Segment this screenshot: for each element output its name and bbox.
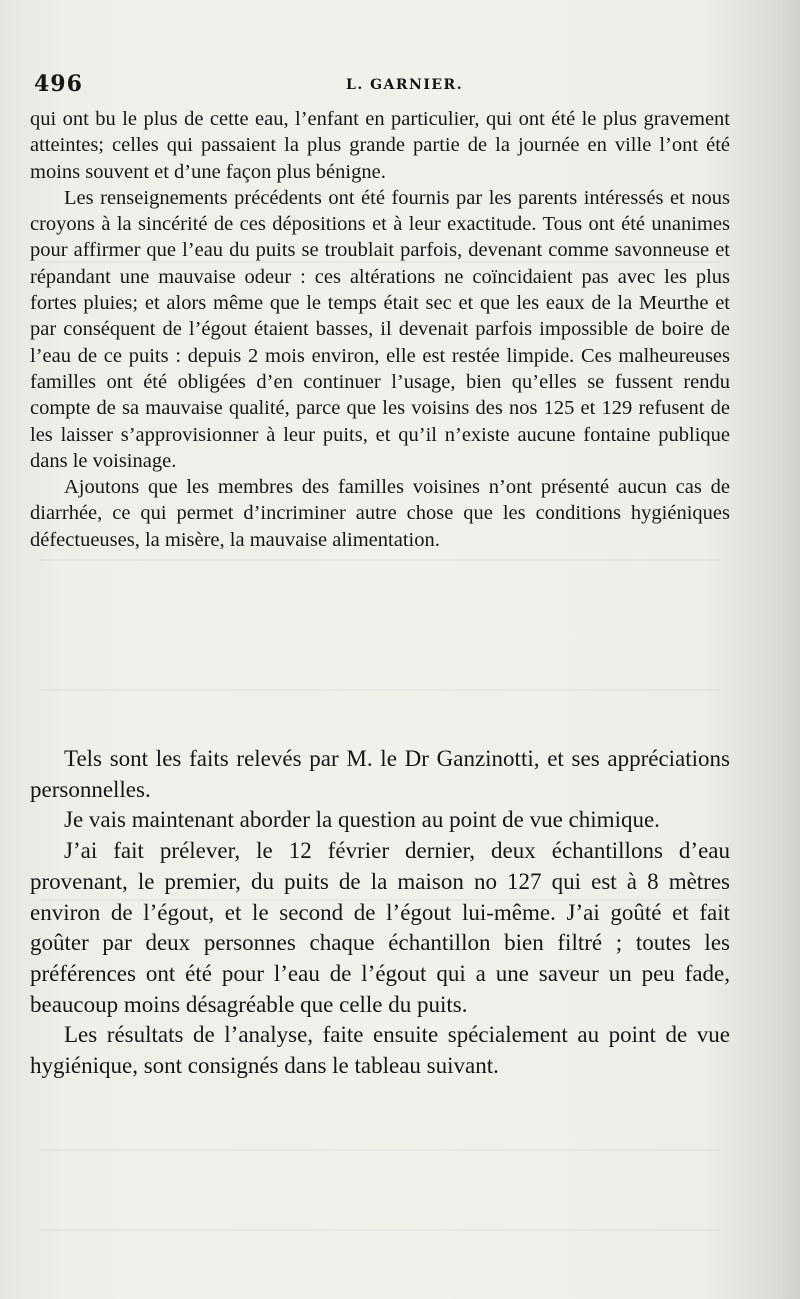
paragraph-tels-sont: Tels sont les faits relevés par M. le Dr Ganzinotti, et ses appréciations personnelles. — [30, 746, 730, 802]
text-block-top — [30, 106, 730, 553]
paragraph-renseignements: Les renseignements précédents ont été fournis par les parents intéressés et nous croyons à la sincérité de ces dépositions et à leur exactitude. Tous ont été unanimes pour affirmer que l’eau du puits se troublait parfois, devenant comme savonneuse et répandant une mauvaise odeur : ces altérations ne coïncidaient pas avec les plus fortes pluies; et alors même que le temps était sec et que les eaux de la Meurthe et par conséquent de l’égout étaient basses, il devenait parfois impossible de boire de l’eau de ce puits : depuis 2 mois environ, elle est restée limpide. Ces malheureuses familles ont été obligées d’en continuer l’usage, bien qu’elles se fussent rendu compte de sa mauvaise qualité, parce que les voisins des nos 125 et 129 refusent de les laisser s’approvisionner à leur puits, et qu’il n’existe aucune fontaine publique dans le voisinage. — [30, 186, 730, 472]
text-block-bottom — [30, 744, 730, 1082]
paragraph-ajoutons: Ajoutons que les membres des familles voisines n’ont présenté aucun cas de diarrhée, ce qui permet d’incriminer autre chose que les conditions hygiéniques défectueuses, la misère, la mauvaise alimentation. — [30, 476, 730, 551]
paragraph-je-vais: Je vais maintenant aborder la question au point de vue chimique. — [64, 807, 660, 833]
page-header — [34, 71, 734, 101]
paragraph-resultats: Les résultats de l’analyse, faite ensuite spécialement au point de vue hygiénique, sont consignés dans le tableau suivant. — [30, 1022, 730, 1079]
paragraph-prelever: J’ai fait prélever, le 12 février dernier, deux échantillons d’eau provenant, le premier, du puits de la maison no 127 qui est à 8 mètres environ de l’égout, et le second de l’égout lui-même. J’ai goûté et fait goûter par deux personnes chaque échantillon bien filtré ; toutes les préférences ont été pour l’eau de l’égout qui a une saveur un peu fade, beaucoup moins désagréable que celle du puits. — [30, 838, 730, 1017]
paragraph-continuation: qui ont bu le plus de cette eau, l’enfant en particulier, qui ont été le plus gravement atteintes; celles qui passaient la plus grande partie de la journée en ville l’ont été moins souvent et d’une façon plus bénigne. — [30, 108, 730, 183]
running-head: L. GARNIER. — [346, 77, 464, 93]
page-number: 496 — [34, 71, 83, 97]
